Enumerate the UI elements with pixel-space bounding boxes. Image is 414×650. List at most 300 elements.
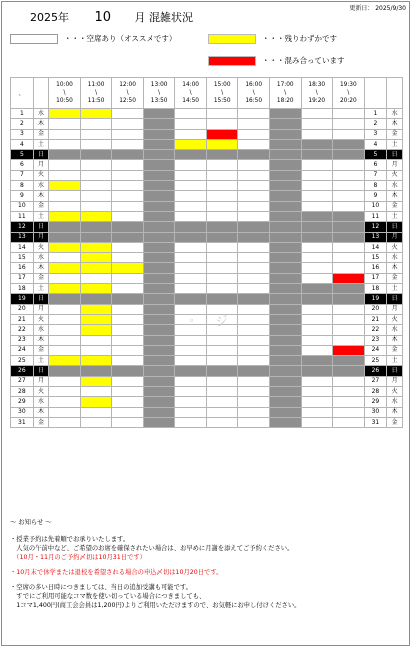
slot-cell[interactable] <box>333 129 365 139</box>
slot-cell[interactable] <box>301 273 333 283</box>
slot-cell[interactable] <box>269 335 301 345</box>
slot-cell[interactable] <box>269 376 301 386</box>
slot-cell[interactable] <box>238 387 270 397</box>
slot-cell[interactable] <box>175 232 207 242</box>
slot-cell[interactable] <box>333 376 365 386</box>
slot-cell[interactable] <box>49 387 81 397</box>
slot-cell[interactable] <box>269 160 301 170</box>
slot-cell[interactable] <box>112 119 144 129</box>
slot-cell[interactable] <box>143 325 175 335</box>
slot-cell[interactable] <box>112 407 144 417</box>
slot-cell[interactable] <box>238 119 270 129</box>
slot-cell[interactable] <box>269 232 301 242</box>
slot-cell[interactable] <box>80 376 112 386</box>
slot-cell[interactable] <box>112 232 144 242</box>
slot-cell[interactable] <box>49 150 81 160</box>
slot-cell[interactable] <box>238 191 270 201</box>
slot-cell[interactable] <box>238 345 270 355</box>
slot-cell[interactable] <box>143 129 175 139</box>
slot-cell[interactable] <box>112 397 144 407</box>
slot-cell[interactable] <box>143 181 175 191</box>
slot-cell[interactable] <box>301 129 333 139</box>
slot-cell[interactable] <box>206 160 238 170</box>
slot-cell[interactable] <box>143 304 175 314</box>
slot-cell[interactable] <box>80 201 112 211</box>
slot-cell[interactable] <box>206 129 238 139</box>
slot-cell[interactable] <box>112 242 144 252</box>
slot-cell[interactable] <box>143 417 175 427</box>
slot-cell[interactable] <box>80 242 112 252</box>
slot-cell[interactable] <box>269 284 301 294</box>
slot-cell[interactable] <box>80 222 112 232</box>
slot-cell[interactable] <box>112 356 144 366</box>
slot-cell[interactable] <box>49 119 81 129</box>
slot-cell[interactable] <box>80 304 112 314</box>
slot-cell[interactable] <box>175 150 207 160</box>
slot-cell[interactable] <box>333 366 365 376</box>
slot-cell[interactable] <box>301 366 333 376</box>
slot-cell[interactable] <box>333 273 365 283</box>
slot-cell[interactable] <box>269 139 301 149</box>
slot-cell[interactable] <box>206 222 238 232</box>
slot-cell[interactable] <box>143 263 175 273</box>
slot-cell[interactable] <box>333 191 365 201</box>
slot-cell[interactable] <box>269 314 301 324</box>
slot-cell[interactable] <box>269 119 301 129</box>
slot-cell[interactable] <box>112 109 144 119</box>
slot-cell[interactable] <box>269 325 301 335</box>
slot-cell[interactable] <box>269 356 301 366</box>
slot-cell[interactable] <box>175 263 207 273</box>
slot-cell[interactable] <box>333 170 365 180</box>
slot-cell[interactable] <box>238 211 270 221</box>
slot-cell[interactable] <box>112 387 144 397</box>
slot-cell[interactable] <box>143 232 175 242</box>
slot-cell[interactable] <box>206 232 238 242</box>
slot-cell[interactable] <box>175 376 207 386</box>
slot-cell[interactable] <box>206 345 238 355</box>
slot-cell[interactable] <box>238 407 270 417</box>
slot-cell[interactable] <box>269 417 301 427</box>
slot-cell[interactable] <box>112 139 144 149</box>
slot-cell[interactable] <box>175 242 207 252</box>
slot-cell[interactable] <box>238 170 270 180</box>
slot-cell[interactable] <box>175 345 207 355</box>
slot-cell[interactable] <box>49 325 81 335</box>
slot-cell[interactable] <box>80 181 112 191</box>
slot-cell[interactable] <box>112 201 144 211</box>
slot-cell[interactable] <box>206 201 238 211</box>
slot-cell[interactable] <box>175 273 207 283</box>
slot-cell[interactable] <box>175 417 207 427</box>
slot-cell[interactable] <box>143 253 175 263</box>
slot-cell[interactable] <box>238 304 270 314</box>
slot-cell[interactable] <box>301 253 333 263</box>
slot-cell[interactable] <box>175 109 207 119</box>
slot-cell[interactable] <box>333 253 365 263</box>
slot-cell[interactable] <box>301 304 333 314</box>
slot-cell[interactable] <box>333 356 365 366</box>
slot-cell[interactable] <box>175 191 207 201</box>
slot-cell[interactable] <box>80 356 112 366</box>
slot-cell[interactable] <box>175 407 207 417</box>
slot-cell[interactable] <box>301 232 333 242</box>
slot-cell[interactable] <box>238 397 270 407</box>
slot-cell[interactable] <box>49 345 81 355</box>
slot-cell[interactable] <box>333 119 365 129</box>
slot-cell[interactable] <box>269 366 301 376</box>
slot-cell[interactable] <box>333 201 365 211</box>
slot-cell[interactable] <box>206 181 238 191</box>
slot-cell[interactable] <box>333 407 365 417</box>
slot-cell[interactable] <box>80 417 112 427</box>
slot-cell[interactable] <box>49 253 81 263</box>
slot-cell[interactable] <box>333 211 365 221</box>
slot-cell[interactable] <box>301 356 333 366</box>
slot-cell[interactable] <box>112 253 144 263</box>
slot-cell[interactable] <box>269 387 301 397</box>
slot-cell[interactable] <box>333 325 365 335</box>
slot-cell[interactable] <box>333 304 365 314</box>
slot-cell[interactable] <box>175 284 207 294</box>
slot-cell[interactable] <box>301 160 333 170</box>
slot-cell[interactable] <box>238 181 270 191</box>
slot-cell[interactable] <box>269 150 301 160</box>
slot-cell[interactable] <box>206 417 238 427</box>
slot-cell[interactable] <box>143 109 175 119</box>
slot-cell[interactable] <box>206 150 238 160</box>
slot-cell[interactable] <box>269 273 301 283</box>
slot-cell[interactable] <box>49 242 81 252</box>
slot-cell[interactable] <box>238 335 270 345</box>
slot-cell[interactable] <box>143 160 175 170</box>
slot-cell[interactable] <box>80 397 112 407</box>
slot-cell[interactable] <box>49 356 81 366</box>
slot-cell[interactable] <box>206 284 238 294</box>
slot-cell[interactable] <box>206 335 238 345</box>
slot-cell[interactable] <box>206 356 238 366</box>
slot-cell[interactable] <box>143 356 175 366</box>
slot-cell[interactable] <box>301 181 333 191</box>
slot-cell[interactable] <box>80 335 112 345</box>
slot-cell[interactable] <box>49 201 81 211</box>
slot-cell[interactable] <box>49 263 81 273</box>
slot-cell[interactable] <box>175 222 207 232</box>
slot-cell[interactable] <box>49 284 81 294</box>
slot-cell[interactable] <box>175 253 207 263</box>
slot-cell[interactable] <box>143 284 175 294</box>
slot-cell[interactable] <box>333 109 365 119</box>
slot-cell[interactable] <box>175 160 207 170</box>
slot-cell[interactable] <box>333 387 365 397</box>
slot-cell[interactable] <box>238 294 270 304</box>
slot-cell[interactable] <box>80 139 112 149</box>
slot-cell[interactable] <box>175 201 207 211</box>
slot-cell[interactable] <box>80 345 112 355</box>
slot-cell[interactable] <box>333 150 365 160</box>
slot-cell[interactable] <box>112 150 144 160</box>
slot-cell[interactable] <box>143 211 175 221</box>
slot-cell[interactable] <box>175 129 207 139</box>
slot-cell[interactable] <box>112 273 144 283</box>
slot-cell[interactable] <box>269 242 301 252</box>
slot-cell[interactable] <box>80 273 112 283</box>
slot-cell[interactable] <box>112 170 144 180</box>
slot-cell[interactable] <box>49 109 81 119</box>
slot-cell[interactable] <box>333 222 365 232</box>
slot-cell[interactable] <box>80 119 112 129</box>
slot-cell[interactable] <box>49 397 81 407</box>
slot-cell[interactable] <box>49 366 81 376</box>
slot-cell[interactable] <box>143 366 175 376</box>
slot-cell[interactable] <box>80 407 112 417</box>
slot-cell[interactable] <box>80 109 112 119</box>
slot-cell[interactable] <box>49 129 81 139</box>
slot-cell[interactable] <box>175 119 207 129</box>
slot-cell[interactable] <box>301 109 333 119</box>
slot-cell[interactable] <box>206 376 238 386</box>
slot-cell[interactable] <box>143 170 175 180</box>
slot-cell[interactable] <box>112 263 144 273</box>
slot-cell[interactable] <box>269 345 301 355</box>
slot-cell[interactable] <box>206 191 238 201</box>
slot-cell[interactable] <box>333 139 365 149</box>
slot-cell[interactable] <box>333 160 365 170</box>
slot-cell[interactable] <box>143 397 175 407</box>
slot-cell[interactable] <box>269 191 301 201</box>
slot-cell[interactable] <box>269 211 301 221</box>
slot-cell[interactable] <box>238 150 270 160</box>
slot-cell[interactable] <box>333 263 365 273</box>
slot-cell[interactable] <box>143 139 175 149</box>
slot-cell[interactable] <box>143 201 175 211</box>
slot-cell[interactable] <box>301 263 333 273</box>
slot-cell[interactable] <box>143 119 175 129</box>
slot-cell[interactable] <box>112 181 144 191</box>
slot-cell[interactable] <box>49 335 81 345</box>
slot-cell[interactable] <box>49 314 81 324</box>
slot-cell[interactable] <box>175 397 207 407</box>
slot-cell[interactable] <box>301 314 333 324</box>
slot-cell[interactable] <box>49 232 81 242</box>
slot-cell[interactable] <box>301 376 333 386</box>
slot-cell[interactable] <box>80 294 112 304</box>
slot-cell[interactable] <box>112 345 144 355</box>
slot-cell[interactable] <box>175 387 207 397</box>
slot-cell[interactable] <box>112 417 144 427</box>
slot-cell[interactable] <box>269 109 301 119</box>
slot-cell[interactable] <box>49 191 81 201</box>
slot-cell[interactable] <box>143 376 175 386</box>
slot-cell[interactable] <box>238 109 270 119</box>
slot-cell[interactable] <box>333 314 365 324</box>
slot-cell[interactable] <box>80 232 112 242</box>
slot-cell[interactable] <box>238 222 270 232</box>
slot-cell[interactable] <box>112 191 144 201</box>
slot-cell[interactable] <box>143 294 175 304</box>
slot-cell[interactable] <box>333 417 365 427</box>
slot-cell[interactable] <box>238 284 270 294</box>
slot-cell[interactable] <box>112 160 144 170</box>
slot-cell[interactable] <box>333 242 365 252</box>
slot-cell[interactable] <box>206 170 238 180</box>
slot-cell[interactable] <box>49 376 81 386</box>
slot-cell[interactable] <box>143 191 175 201</box>
slot-cell[interactable] <box>301 294 333 304</box>
slot-cell[interactable] <box>269 304 301 314</box>
slot-cell[interactable] <box>301 170 333 180</box>
slot-cell[interactable] <box>112 335 144 345</box>
slot-cell[interactable] <box>143 222 175 232</box>
slot-cell[interactable] <box>301 397 333 407</box>
slot-cell[interactable] <box>238 139 270 149</box>
slot-cell[interactable] <box>206 407 238 417</box>
slot-cell[interactable] <box>112 129 144 139</box>
slot-cell[interactable] <box>80 160 112 170</box>
slot-cell[interactable] <box>269 397 301 407</box>
slot-cell[interactable] <box>49 181 81 191</box>
slot-cell[interactable] <box>206 139 238 149</box>
slot-cell[interactable] <box>206 294 238 304</box>
slot-cell[interactable] <box>175 356 207 366</box>
slot-cell[interactable] <box>333 397 365 407</box>
slot-cell[interactable] <box>238 201 270 211</box>
slot-cell[interactable] <box>238 263 270 273</box>
slot-cell[interactable] <box>333 232 365 242</box>
slot-cell[interactable] <box>112 314 144 324</box>
slot-cell[interactable] <box>269 170 301 180</box>
slot-cell[interactable] <box>80 366 112 376</box>
slot-cell[interactable] <box>333 335 365 345</box>
slot-cell[interactable] <box>269 263 301 273</box>
slot-cell[interactable] <box>175 294 207 304</box>
slot-cell[interactable] <box>112 294 144 304</box>
slot-cell[interactable] <box>143 387 175 397</box>
slot-cell[interactable] <box>175 211 207 221</box>
slot-cell[interactable] <box>175 181 207 191</box>
slot-cell[interactable] <box>206 263 238 273</box>
slot-cell[interactable] <box>143 150 175 160</box>
slot-cell[interactable] <box>301 119 333 129</box>
slot-cell[interactable] <box>238 129 270 139</box>
slot-cell[interactable] <box>80 284 112 294</box>
slot-cell[interactable] <box>301 191 333 201</box>
slot-cell[interactable] <box>301 139 333 149</box>
slot-cell[interactable] <box>175 139 207 149</box>
slot-cell[interactable] <box>80 325 112 335</box>
slot-cell[interactable] <box>301 417 333 427</box>
slot-cell[interactable] <box>269 407 301 417</box>
slot-cell[interactable] <box>112 284 144 294</box>
slot-cell[interactable] <box>269 294 301 304</box>
slot-cell[interactable] <box>49 139 81 149</box>
slot-cell[interactable] <box>143 273 175 283</box>
slot-cell[interactable] <box>80 387 112 397</box>
slot-cell[interactable] <box>238 417 270 427</box>
slot-cell[interactable] <box>80 314 112 324</box>
slot-cell[interactable] <box>175 335 207 345</box>
slot-cell[interactable] <box>143 314 175 324</box>
slot-cell[interactable] <box>333 181 365 191</box>
slot-cell[interactable] <box>238 376 270 386</box>
slot-cell[interactable] <box>206 366 238 376</box>
slot-cell[interactable] <box>238 160 270 170</box>
slot-cell[interactable] <box>112 366 144 376</box>
slot-cell[interactable] <box>143 335 175 345</box>
slot-cell[interactable] <box>238 314 270 324</box>
slot-cell[interactable] <box>143 242 175 252</box>
slot-cell[interactable] <box>301 201 333 211</box>
slot-cell[interactable] <box>175 366 207 376</box>
slot-cell[interactable] <box>301 345 333 355</box>
slot-cell[interactable] <box>49 407 81 417</box>
slot-cell[interactable] <box>238 366 270 376</box>
slot-cell[interactable] <box>112 211 144 221</box>
slot-cell[interactable] <box>301 150 333 160</box>
slot-cell[interactable] <box>238 325 270 335</box>
slot-cell[interactable] <box>49 304 81 314</box>
slot-cell[interactable] <box>112 376 144 386</box>
slot-cell[interactable] <box>269 253 301 263</box>
slot-cell[interactable] <box>301 242 333 252</box>
slot-cell[interactable] <box>80 170 112 180</box>
slot-cell[interactable] <box>80 150 112 160</box>
slot-cell[interactable] <box>206 211 238 221</box>
slot-cell[interactable] <box>206 242 238 252</box>
slot-cell[interactable] <box>269 129 301 139</box>
slot-cell[interactable] <box>175 170 207 180</box>
slot-cell[interactable] <box>238 242 270 252</box>
slot-cell[interactable] <box>49 222 81 232</box>
slot-cell[interactable] <box>333 284 365 294</box>
slot-cell[interactable] <box>238 253 270 263</box>
slot-cell[interactable] <box>49 211 81 221</box>
slot-cell[interactable] <box>238 232 270 242</box>
slot-cell[interactable] <box>206 119 238 129</box>
slot-cell[interactable] <box>80 191 112 201</box>
slot-cell[interactable] <box>301 211 333 221</box>
slot-cell[interactable] <box>49 294 81 304</box>
slot-cell[interactable] <box>333 345 365 355</box>
slot-cell[interactable] <box>112 325 144 335</box>
slot-cell[interactable] <box>301 387 333 397</box>
slot-cell[interactable] <box>206 397 238 407</box>
slot-cell[interactable] <box>301 335 333 345</box>
slot-cell[interactable] <box>333 294 365 304</box>
slot-cell[interactable] <box>238 273 270 283</box>
slot-cell[interactable] <box>80 211 112 221</box>
slot-cell[interactable] <box>49 417 81 427</box>
slot-cell[interactable] <box>80 253 112 263</box>
slot-cell[interactable] <box>49 273 81 283</box>
slot-cell[interactable] <box>301 325 333 335</box>
slot-cell[interactable] <box>49 160 81 170</box>
slot-cell[interactable] <box>301 407 333 417</box>
slot-cell[interactable] <box>112 304 144 314</box>
slot-cell[interactable] <box>112 222 144 232</box>
slot-cell[interactable] <box>206 387 238 397</box>
slot-cell[interactable] <box>143 407 175 417</box>
slot-cell[interactable] <box>143 345 175 355</box>
slot-cell[interactable] <box>269 201 301 211</box>
slot-cell[interactable] <box>206 253 238 263</box>
slot-cell[interactable] <box>301 284 333 294</box>
slot-cell[interactable] <box>206 109 238 119</box>
slot-cell[interactable] <box>80 263 112 273</box>
slot-cell[interactable] <box>238 356 270 366</box>
slot-cell[interactable] <box>80 129 112 139</box>
slot-cell[interactable] <box>269 222 301 232</box>
